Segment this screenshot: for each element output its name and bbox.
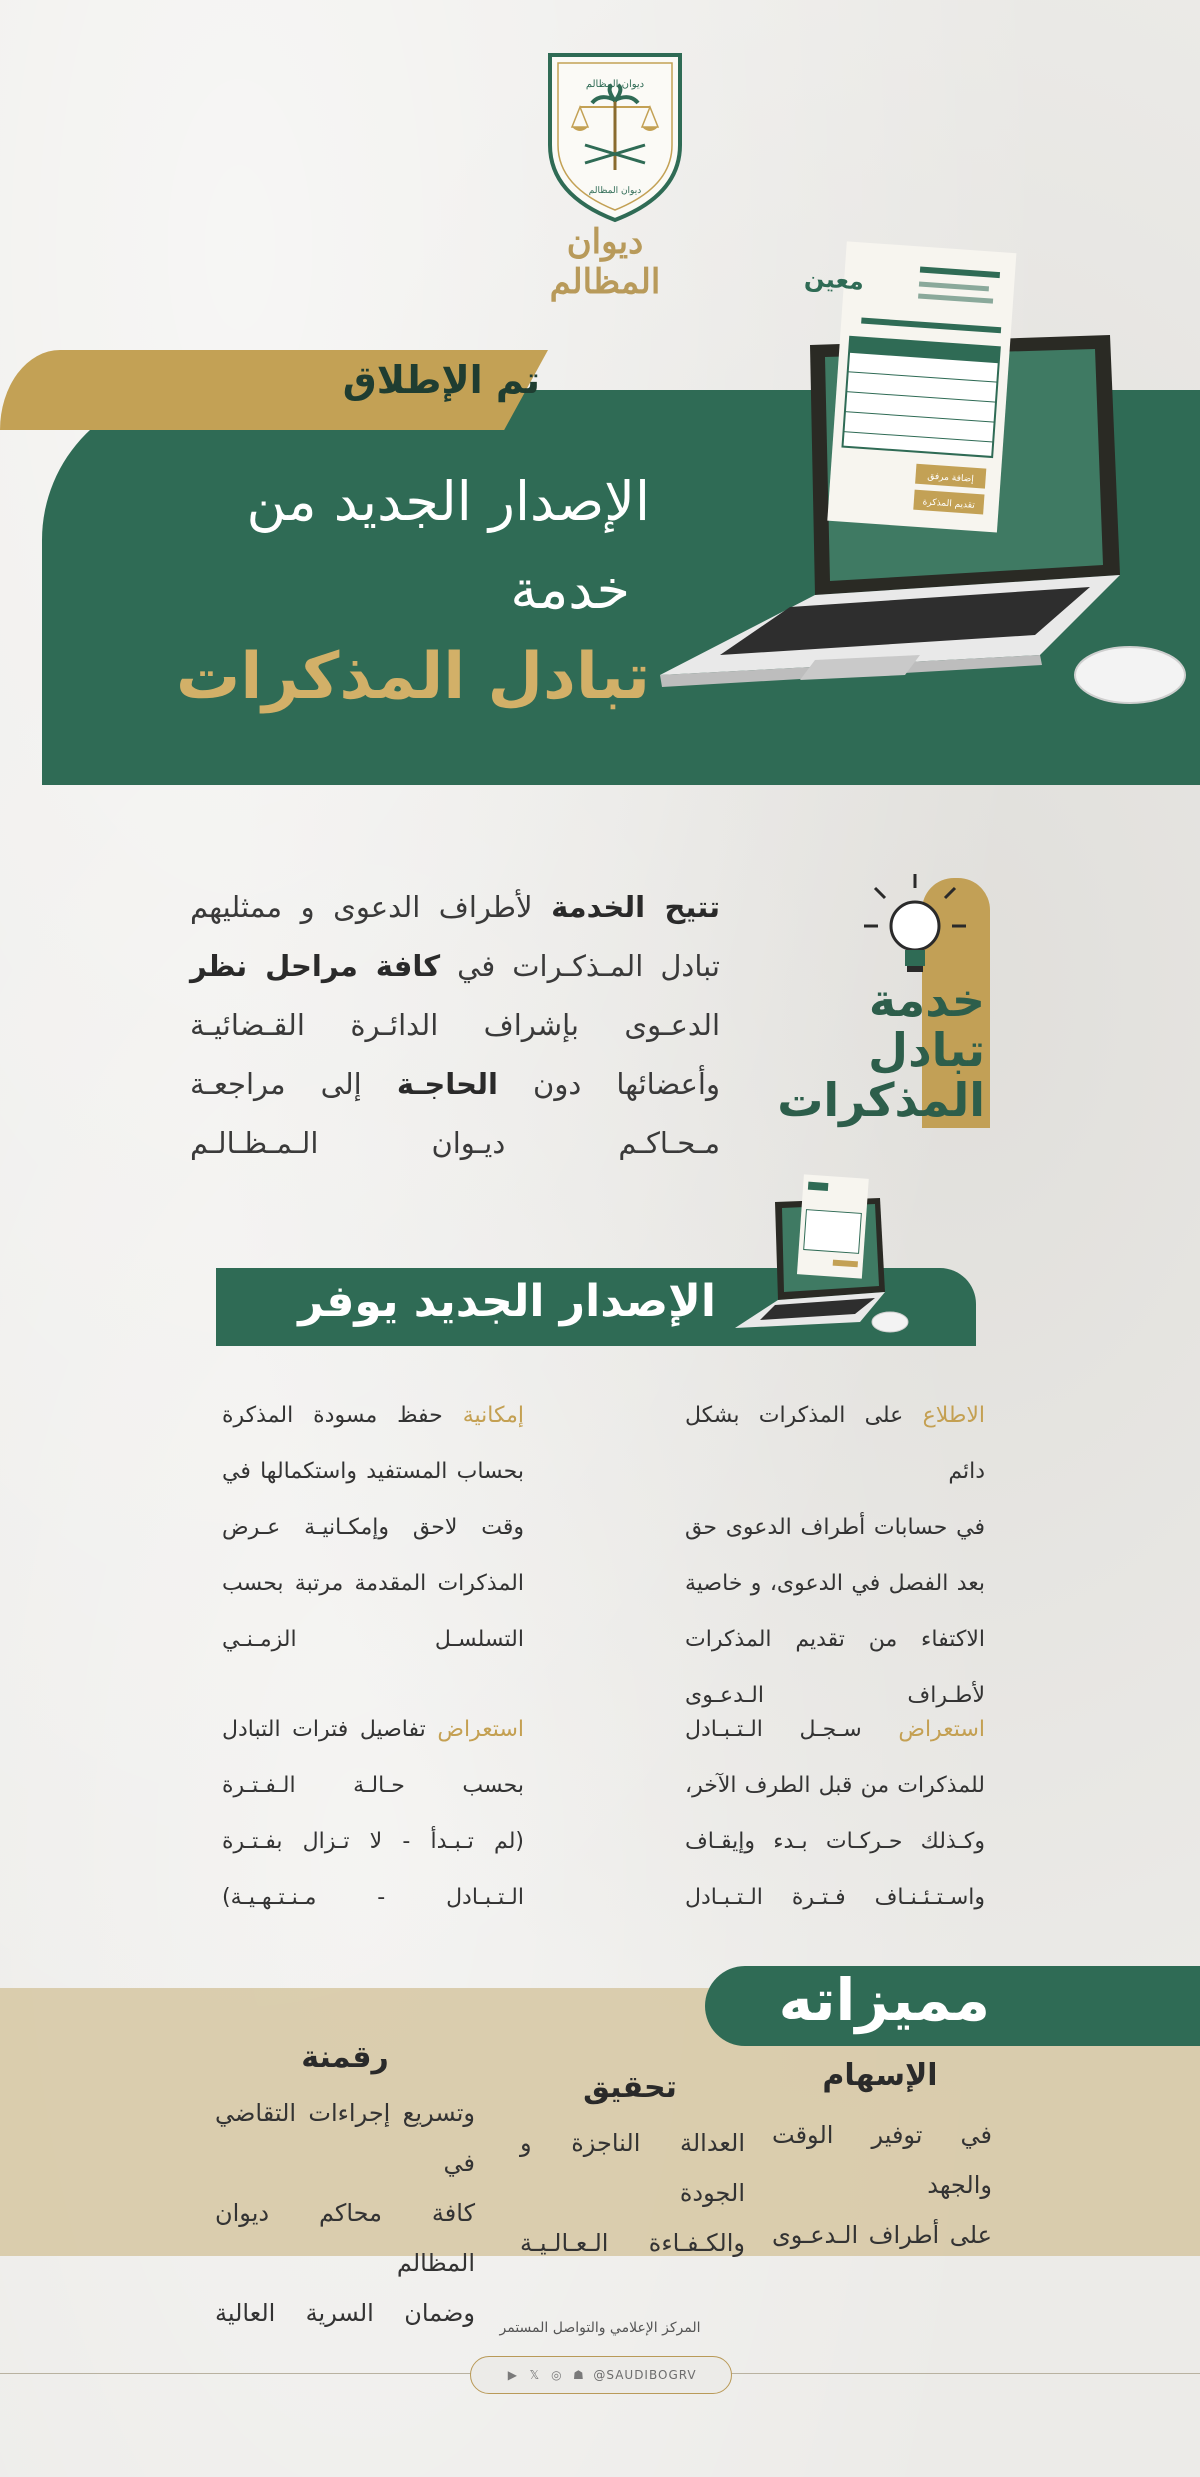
social-handle-pill[interactable] bbox=[470, 2356, 732, 2394]
court-emblem-logo bbox=[540, 45, 690, 225]
advantage-line: العدالة الناجزة و الجودة bbox=[520, 2129, 745, 2207]
feature-line: وكـذلك حـركـات بـدء وإيقـاف bbox=[685, 1829, 985, 1854]
advantage-2-body bbox=[520, 2118, 745, 2268]
logo-wordmark: ديوان المظالم bbox=[549, 222, 661, 302]
feature-highlight: الاطلاع bbox=[922, 1403, 985, 1428]
hero-title-line-1: الإصدار الجديد من bbox=[246, 470, 650, 533]
advantage-3-heading: رقمنة bbox=[301, 2040, 389, 2075]
intro-bold-1: تتيح الخدمة bbox=[551, 890, 720, 924]
hero-title-line-2: خدمة bbox=[510, 558, 630, 621]
launch-tag-text: تم الإطلاق bbox=[342, 358, 540, 402]
small-laptop-illustration bbox=[730, 1172, 920, 1342]
add-attachment-label: إضافة مرفق bbox=[927, 471, 975, 485]
feature-save-draft bbox=[222, 1388, 524, 1668]
intro-text-3: الدعـوى بإشراف الدائـرة القـضائيـة bbox=[190, 1008, 720, 1042]
feature-view-memos bbox=[685, 1388, 985, 1724]
service-side-title: خدمة تبادل المذكرات bbox=[777, 973, 985, 1127]
feature-line: الـتـبـادل - مـنـتـهـيـة) bbox=[222, 1885, 524, 1910]
intro-bold-4: الحاجـة bbox=[396, 1067, 498, 1101]
advantage-line: والكـفـاءة الـعـالـيـة bbox=[520, 2229, 745, 2257]
advantage-1-heading: الإسهام bbox=[822, 2058, 938, 2093]
intro-paragraph bbox=[190, 878, 720, 1173]
emblem-text: ديوان المظالم bbox=[585, 79, 645, 90]
intro-bold-2: كافة مراحل نظر bbox=[190, 949, 441, 983]
feature-highlight: إمكانية bbox=[462, 1403, 524, 1428]
feature-highlight: استعراض bbox=[898, 1717, 985, 1742]
feature-line: سـجـل الـتـبـادل bbox=[685, 1717, 862, 1742]
feature-line: لأطـراف الـدعـوى bbox=[685, 1683, 985, 1708]
svg-text:ديوان المظالم: ديوان المظالم bbox=[588, 186, 642, 196]
intro-text-2: تبادل المـذكـرات في bbox=[440, 949, 721, 983]
intro-text-4b: إلى مراجعـة bbox=[190, 1067, 397, 1101]
feature-line: في حسابات أطراف الدعوى حق bbox=[685, 1515, 985, 1540]
advantage-line: وتسريع إجراءات التقاضي في bbox=[215, 2099, 475, 2177]
youtube-icon[interactable]: ▶ bbox=[507, 2368, 517, 2382]
feature-line: على المذكرات بشكل دائم bbox=[685, 1403, 985, 1484]
provides-title: الإصدار الجديد يوفر bbox=[298, 1276, 716, 1327]
feature-line: تفاصيل فترات التبادل bbox=[222, 1717, 426, 1742]
feature-line: حفظ مسودة المذكرة bbox=[222, 1403, 443, 1428]
advantage-2-heading: تحقيق bbox=[583, 2070, 677, 2105]
advantages-title: مميزاته bbox=[778, 1966, 990, 2034]
feature-line: بحسب حـالـة الـفـتـرة bbox=[222, 1773, 524, 1798]
feature-line: (لم تـبـدأ - لا تـزال بفـتـرة bbox=[222, 1829, 524, 1854]
feature-line: التسلسـل الزمـنـي bbox=[222, 1627, 524, 1652]
advantage-1-body bbox=[772, 2110, 992, 2260]
advantage-line: على أطراف الـدعـوى bbox=[772, 2221, 992, 2249]
submit-memo-label: تقديم المذكرة bbox=[922, 497, 976, 511]
advantage-3-body bbox=[215, 2088, 475, 2338]
footer-center-text: المركز الإعلامي والتواصل المستمر bbox=[499, 2320, 701, 2336]
feature-line: وقت لاحق وإمكـانيـة عـرض bbox=[222, 1515, 524, 1540]
feature-exchange-log bbox=[685, 1702, 985, 1926]
feature-line: الاكتفاء من تقديم المذكرات bbox=[685, 1627, 985, 1652]
intro-text-4a: وأعضائها دون bbox=[497, 1067, 720, 1101]
snapchat-icon[interactable]: ☗ bbox=[572, 2368, 584, 2382]
social-handle[interactable]: @SAUDIBOGRV bbox=[593, 2368, 697, 2382]
advantage-line: وضمان السرية العالية bbox=[215, 2299, 475, 2327]
feature-line: المذكرات المقدمة مرتبة بحسب bbox=[222, 1571, 524, 1596]
x-icon[interactable]: 𝕏 bbox=[529, 2368, 540, 2382]
screen-brand: معين bbox=[803, 263, 866, 296]
hero-title-line-3: تبادل المذكرات bbox=[176, 640, 650, 714]
instagram-icon[interactable]: ◎ bbox=[551, 2368, 562, 2382]
feature-highlight: استعراض bbox=[437, 1717, 524, 1742]
feature-line: واسـتـئـنـاف فـتـرة الـتـبـادل bbox=[685, 1885, 985, 1910]
intro-text-1: لأطراف الدعوى و ممثليهم bbox=[190, 890, 552, 924]
feature-line: للمذكرات من قبل الطرف الآخر، bbox=[685, 1773, 985, 1798]
advantage-line: في توفير الوقت والجهد bbox=[772, 2121, 992, 2199]
laptop-illustration bbox=[640, 235, 1200, 725]
advantage-line: كافة محاكم ديوان المظالم bbox=[215, 2199, 475, 2277]
feature-line: بعد الفصل في الدعوى، و خاصية bbox=[685, 1571, 985, 1596]
intro-text-5: مـحـاكـم ديـوان الـمـظـالـم bbox=[190, 1126, 720, 1160]
feature-exchange-periods bbox=[222, 1702, 524, 1926]
feature-line: بحساب المستفيد واستكمالها في bbox=[222, 1459, 524, 1484]
